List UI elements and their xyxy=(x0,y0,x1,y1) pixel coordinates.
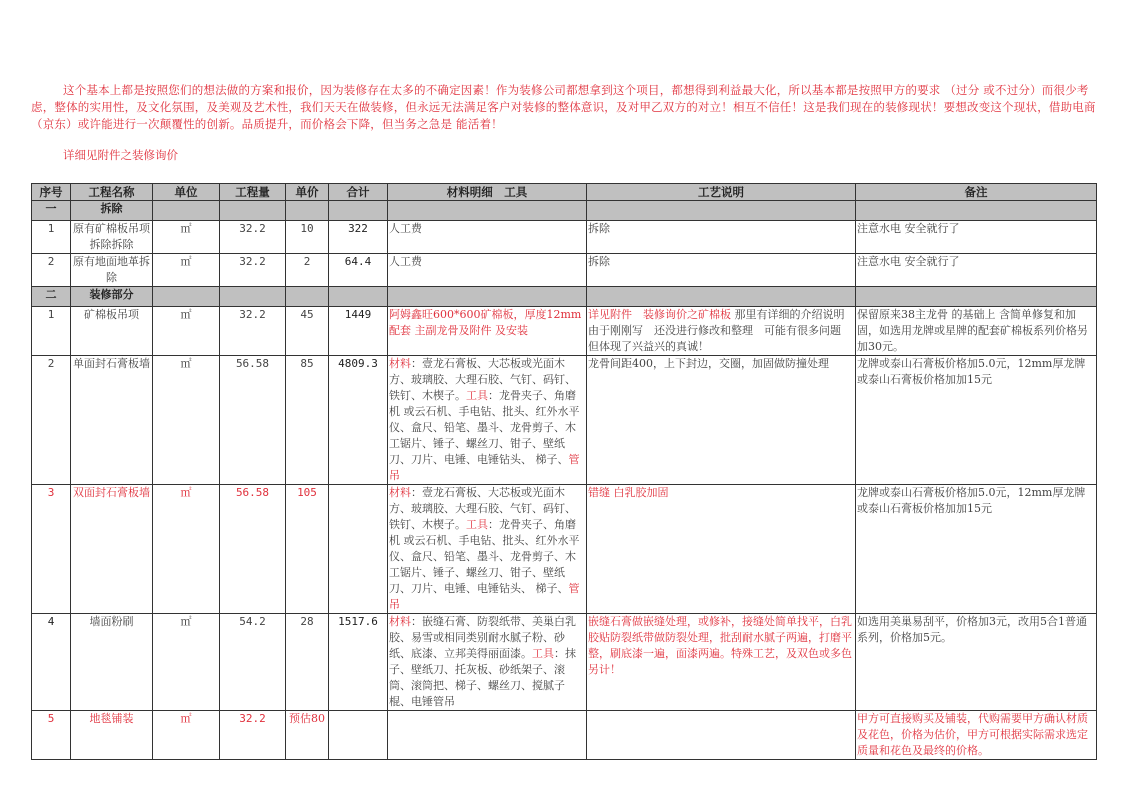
cell-process: 错缝 白乳胶加固 xyxy=(587,485,856,614)
section-no: 二 xyxy=(32,287,71,307)
tools-label: 工具 xyxy=(466,389,488,402)
cell-no: 4 xyxy=(32,614,71,711)
cell-material xyxy=(388,614,587,711)
material-label: 材料 xyxy=(389,486,411,499)
cell-note: 龙牌或泰山石膏板价格加5.0元，12mm厚龙牌或泰山石膏板价格加加15元 xyxy=(856,485,1097,614)
header-row xyxy=(32,184,1097,201)
cell-total xyxy=(329,485,388,614)
cell-qty: 32.2 xyxy=(220,221,286,254)
cell-qty: 54.2 xyxy=(220,614,286,711)
table-row xyxy=(32,221,1097,254)
material-text: ：壹龙石膏板、大芯板或光面木方、玻璃胶、大理石胶、气钉、码钉、铁钉、木楔子。 xyxy=(389,486,576,531)
cell-name: 矿棉板吊项 xyxy=(71,307,153,356)
attachment-ref: 详见附件 装修询价之矿棉板 xyxy=(588,308,731,321)
table-row xyxy=(32,356,1097,485)
cell-note: 注意水电 安全就行了 xyxy=(856,221,1097,254)
tools-text: ：龙骨夹子、角磨机 或云石机、手电钻、批头、红外水平仪、盒尺、铅笔、墨斗、龙骨剪子、木工锯片、锤子、螺丝刀、钳子、壁纸刀、刀片、电锤、电锤钻头、 梯子、 xyxy=(389,389,580,466)
cell-name: 单面封石膏板墙 xyxy=(71,356,153,485)
cell-note: 龙牌或泰山石膏板价格加5.0元，12mm厚龙牌或泰山石膏板价格加加15元 xyxy=(856,356,1097,485)
col-header: 序号 xyxy=(32,184,71,201)
cell-name: 墙面粉刷 xyxy=(71,614,153,711)
cell-qty: 56.58 xyxy=(220,356,286,485)
cell-no: 2 xyxy=(32,254,71,287)
cell-material: 阿姆鑫旺600*600矿棉板，厚度12mm配套 主副龙骨及附件 及安装 xyxy=(388,307,587,356)
cell-price: 预估80 xyxy=(286,711,329,760)
material-label: 材料 xyxy=(389,615,411,628)
cell-unit: ㎡ xyxy=(153,254,220,287)
section-name: 装修部分 xyxy=(71,287,153,307)
col-header: 备注 xyxy=(856,184,1097,201)
table-row xyxy=(32,485,1097,614)
cell-qty: 32.2 xyxy=(220,254,286,287)
cell-process xyxy=(587,711,856,760)
cell-note: 保留原来38主龙骨 的基础上 含简单修复和加固，如选用龙牌或星牌的配套矿棉板系列价格另加30元。 xyxy=(856,307,1097,356)
cell-total xyxy=(329,711,388,760)
cell-no: 3 xyxy=(32,485,71,614)
table-row xyxy=(32,614,1097,711)
table-row xyxy=(32,254,1097,287)
cell-material xyxy=(388,356,587,485)
col-header: 工艺说明 xyxy=(587,184,856,201)
cell-material: 人工费 xyxy=(388,254,587,287)
section-row xyxy=(32,201,1097,221)
cell-no: 1 xyxy=(32,307,71,356)
cell-name: 原有矿棉板吊项拆除拆除 xyxy=(71,221,153,254)
cell-price: 85 xyxy=(286,356,329,485)
material-text: ：壹龙石膏板、大芯板或光面木方、玻璃胶、大理石胶、气钉、码钉、铁钉、木楔子。 xyxy=(389,357,576,402)
section-no: 一 xyxy=(32,201,71,221)
cell-process: 龙骨间距400，上下封边，交圈，加固做防撞处理 xyxy=(587,356,856,485)
process-text: 那里有详细的介绍说明 由于刚刚写 还没进行修改和整理 可能有很多问题 但体现了兴益兴的真诚！ xyxy=(588,308,845,353)
intro-paragraph: 这个基本上都是按照您们的想法做的方案和报价，因为装修存在太多的不确定因素！作为装修公司都想拿到这个项目，都想得到利益最大化，所以基本都是按照甲方的要求 （过分 或不过分）而很少考虑，整体的实用性，及文化氛围，及美观及艺术性，我们天天在做装修，但永远无法满足客户对装修的整体意识，及对甲乙双方的对立！相互不信任！这是我们现在的装修现状！要想改变这个现状，借助电商（京东）或许能进行一次颠覆性的创新。品质提升，而价格会下降，但当务之急是 能活着！ xyxy=(31,83,1096,131)
material-text: ：嵌缝石膏、防裂纸带、美巢白乳胶、易雪或相同类别耐水腻子粉、砂纸、底漆、立邦美得丽面漆。 xyxy=(389,615,576,660)
cell-qty: 32.2 xyxy=(220,711,286,760)
cell-note: 如选用美巢易刮平，价格加3元，改用5合1普通系列，价格加5元。 xyxy=(856,614,1097,711)
section-row xyxy=(32,287,1097,307)
cell-total: 4809.3 xyxy=(329,356,388,485)
cell-name: 原有地面地革拆除 xyxy=(71,254,153,287)
cell-unit: ㎡ xyxy=(153,485,220,614)
cell-unit: ㎡ xyxy=(153,711,220,760)
cell-unit: ㎡ xyxy=(153,307,220,356)
cell-qty: 56.58 xyxy=(220,485,286,614)
col-header: 材料明细 工具 xyxy=(388,184,587,201)
cell-material: 人工费 xyxy=(388,221,587,254)
cell-price: 45 xyxy=(286,307,329,356)
tools-text: ：龙骨夹子、角磨机 或云石机、手电钻、批头、红外水平仪、盒尺、铅笔、墨斗、龙骨剪子、木工锯片、锤子、螺丝刀、钳子、壁纸刀、刀片、电锤、电锤钻头、 梯子、 xyxy=(389,518,580,595)
table-row xyxy=(32,307,1097,356)
col-header: 工程量 xyxy=(220,184,286,201)
cell-no: 2 xyxy=(32,356,71,485)
cell-total: 64.4 xyxy=(329,254,388,287)
cell-total: 322 xyxy=(329,221,388,254)
tools-tail: 管吊 xyxy=(389,582,580,611)
cell-total: 1517.6 xyxy=(329,614,388,711)
cell-price: 2 xyxy=(286,254,329,287)
cell-material xyxy=(388,485,587,614)
tools-tail: 管吊 xyxy=(389,453,580,482)
cell-price: 105 xyxy=(286,485,329,614)
cell-unit: ㎡ xyxy=(153,356,220,485)
col-header: 合计 xyxy=(329,184,388,201)
col-header: 单价 xyxy=(286,184,329,201)
cell-no: 5 xyxy=(32,711,71,760)
cell-name: 地毯铺装 xyxy=(71,711,153,760)
cell-no: 1 xyxy=(32,221,71,254)
cell-process: 拆除 xyxy=(587,254,856,287)
tools-text: ：抹子、壁纸刀、托灰板、砂纸架子、滚筒、滚筒把、梯子、螺丝刀、搅腻子棍、电锤管吊 xyxy=(389,647,576,708)
cell-note: 甲方可直接购买及铺装，代购需要甲方确认材质及花色，价格为估价，甲方可根据实际需求选定质量和花色及最终的价格。 xyxy=(856,711,1097,760)
attachment-note: 详细见附件之装修询价 xyxy=(63,148,178,162)
cell-unit: ㎡ xyxy=(153,614,220,711)
cell-process: 拆除 xyxy=(587,221,856,254)
cell-unit: ㎡ xyxy=(153,221,220,254)
cell-process xyxy=(587,307,856,356)
cell-note: 注意水电 安全就行了 xyxy=(856,254,1097,287)
cell-price: 28 xyxy=(286,614,329,711)
tools-label: 工具 xyxy=(466,518,488,531)
cell-price: 10 xyxy=(286,221,329,254)
table-row xyxy=(32,711,1097,760)
tools-label: 工具 xyxy=(532,647,554,660)
material-label: 材料 xyxy=(389,357,411,370)
col-header: 单位 xyxy=(153,184,220,201)
cell-qty: 32.2 xyxy=(220,307,286,356)
cell-total: 1449 xyxy=(329,307,388,356)
cell-process: 嵌缝石膏做嵌缝处理，或修补，接缝处简单找平，白乳胶贴防裂纸带做防裂处理，批刮耐水腻子两遍，打磨平整，刷底漆一遍，面漆两遍。特殊工艺，及双色或多色另计！ xyxy=(587,614,856,711)
cell-material xyxy=(388,711,587,760)
section-name: 拆除 xyxy=(71,201,153,221)
cell-name: 双面封石膏板墙 xyxy=(71,485,153,614)
quote-table xyxy=(31,183,1097,760)
col-header: 工程名称 xyxy=(71,184,153,201)
